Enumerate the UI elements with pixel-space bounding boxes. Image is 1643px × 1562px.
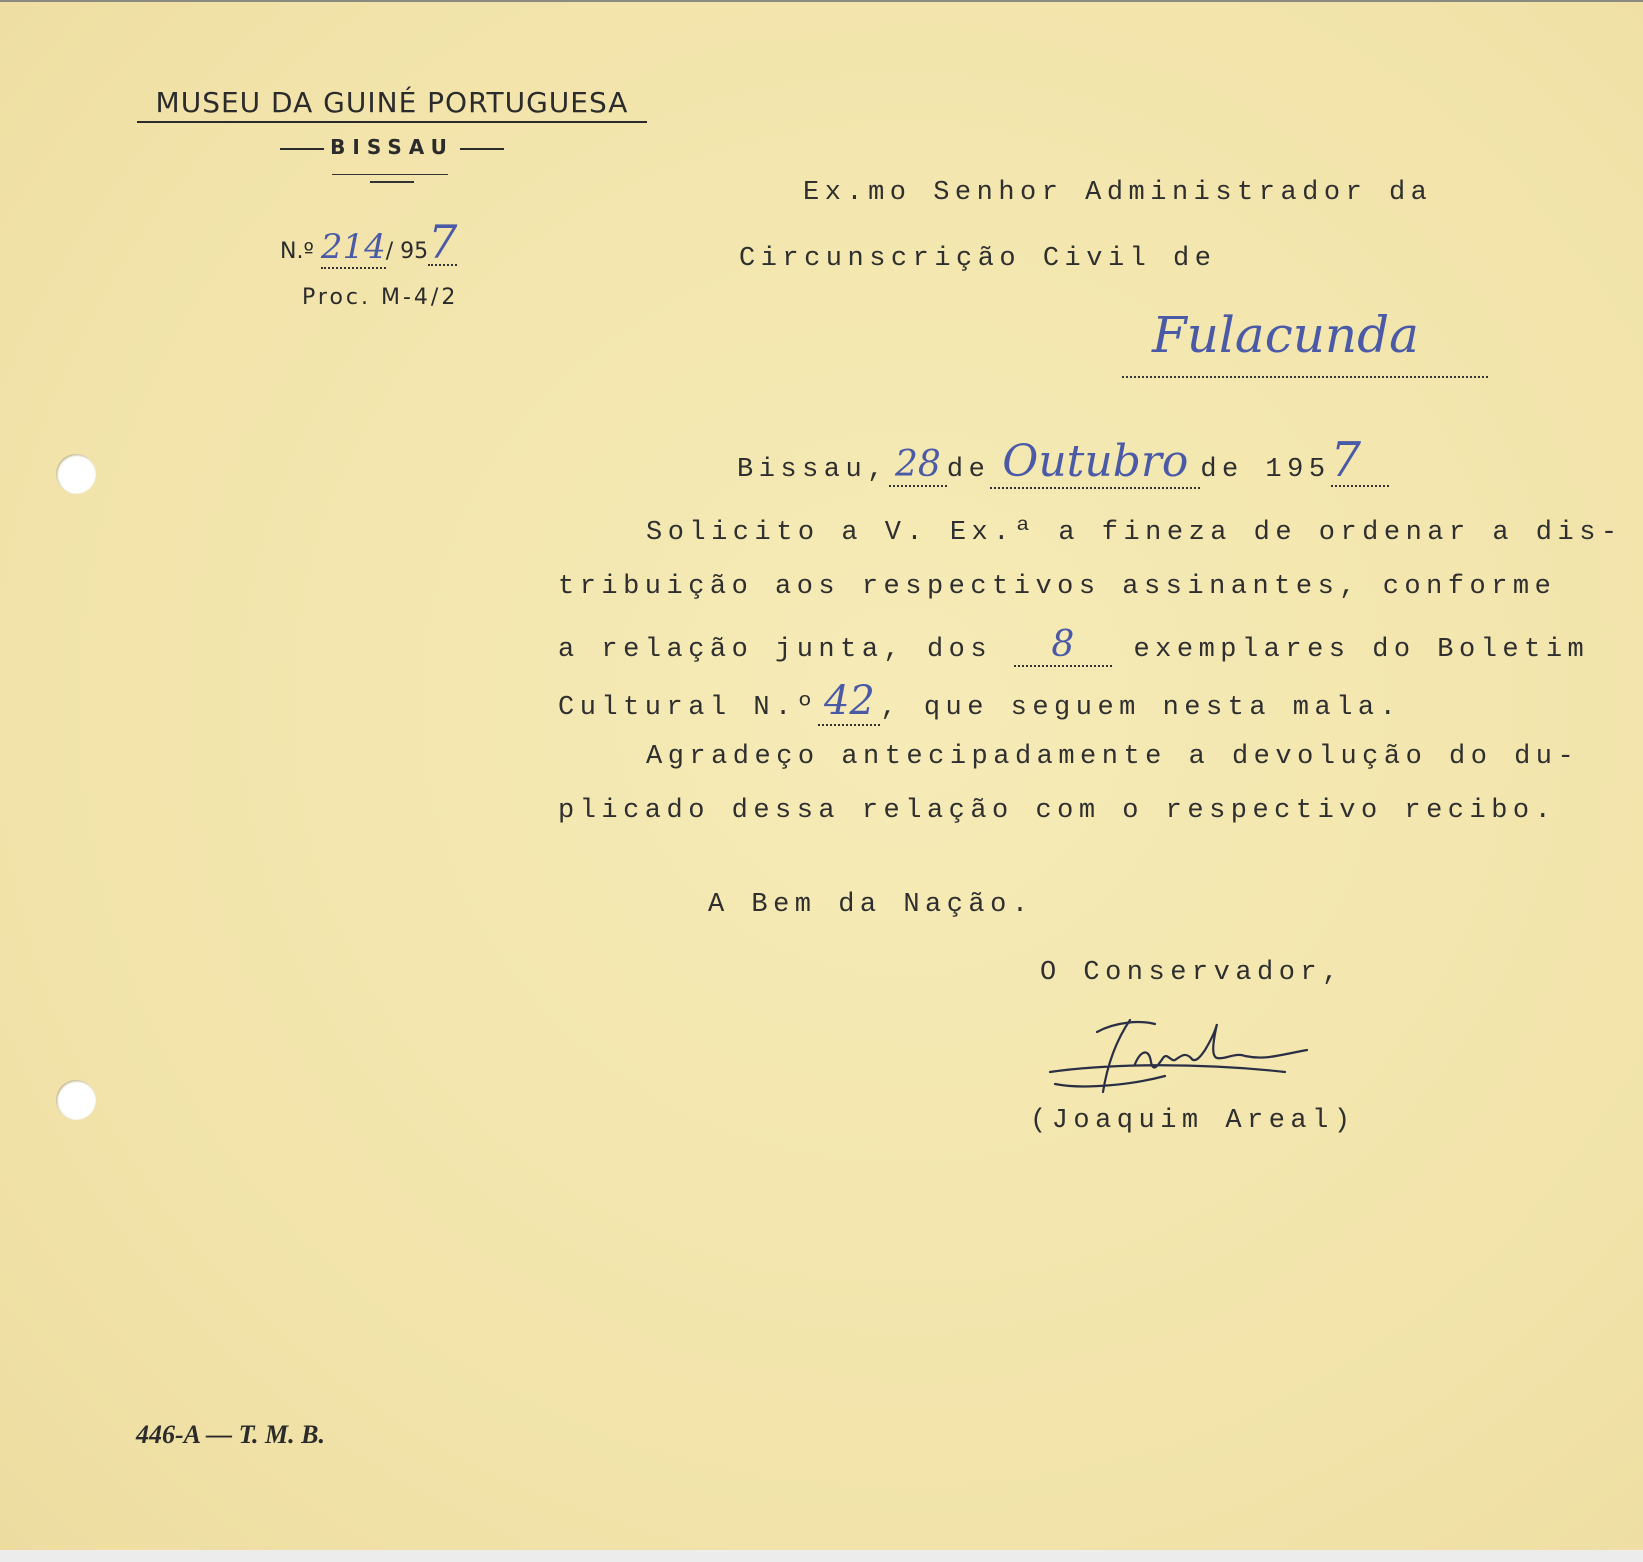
handwritten-bulletin-number: 42	[823, 678, 875, 724]
body-p2-line-2: plicado dessa relação com o respectivo recibo.	[558, 796, 1557, 826]
number-prefix: N.º	[280, 239, 314, 264]
printer-code: 446-A — T. M. B.	[136, 1420, 326, 1449]
reference-number	[280, 215, 458, 269]
date-de-1: de	[946, 455, 991, 485]
date-line	[737, 432, 1389, 489]
handwritten-date-year-digit: 7	[1330, 432, 1362, 488]
handwritten-signature	[1045, 1012, 1335, 1112]
handwritten-year-digit: 7	[428, 215, 458, 269]
handwritten-place: Fulacunda	[1152, 306, 1419, 364]
body-p1-line-3	[558, 624, 1589, 667]
letterhead-city: BISSAU	[330, 135, 454, 159]
body-p1-line-4	[558, 678, 1401, 726]
body-p1-line-2: tribuição aos respectivos assinantes, conforme	[558, 572, 1557, 602]
salutation: A Bem da Nação.	[708, 890, 1034, 920]
handwritten-number: 214	[320, 227, 386, 267]
body-p1-line-1: Solicito a V. Ex.ª a fineza de ordenar a dis-	[646, 518, 1623, 548]
body-p1-line-4-b: , que seguem nesta mala.	[880, 693, 1402, 723]
date-de-2: de 195	[1200, 455, 1331, 485]
signatory-name: (Joaquim Areal)	[1030, 1106, 1356, 1136]
letterhead	[137, 86, 647, 159]
addressee-place-line	[1122, 302, 1488, 378]
punch-hole-top	[56, 454, 96, 494]
date-prefix: Bissau,	[737, 455, 889, 485]
process-reference: Proc. M-4/2	[302, 285, 459, 310]
letterhead-city-line	[137, 135, 647, 159]
body-p1-line-3-b: exemplares do Boletim	[1133, 635, 1590, 665]
body-p2-line-1: Agradeço antecipadamente a devolução do du-	[646, 742, 1580, 772]
addressee-line-1: Ex.mo Senhor Administrador da	[803, 178, 1433, 208]
scan-bottom-edge	[0, 1550, 1643, 1562]
handwritten-day: 28	[895, 444, 941, 485]
body-p1-line-4-a: Cultural N.º	[558, 693, 819, 723]
addressee-line-2: Circunscrição Civil de	[739, 244, 1217, 274]
body-p1-line-3-a: a relação junta, dos	[558, 635, 993, 665]
year-prefix: / 95	[385, 239, 429, 264]
signatory-title: O Conservador,	[1040, 958, 1344, 988]
institution-name: MUSEU DA GUINÉ PORTUGUESA	[137, 86, 647, 123]
letterhead-rules	[332, 174, 452, 183]
handwritten-copies: 8	[1051, 624, 1075, 665]
handwritten-month: Outubro	[1002, 436, 1189, 487]
punch-hole-bottom	[56, 1080, 96, 1120]
